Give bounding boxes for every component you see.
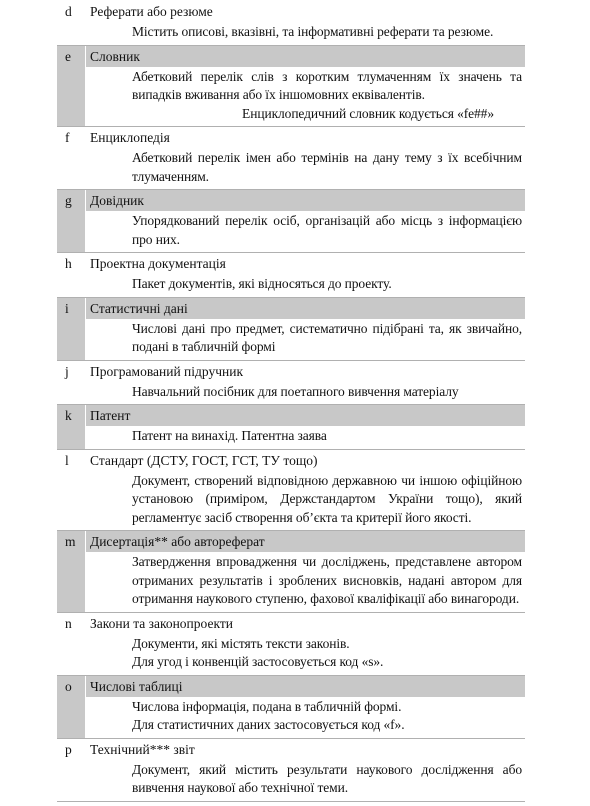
row-content — [86, 613, 525, 675]
description-line: Патент на винахід. Патентна заява — [132, 428, 327, 443]
description-line: Упорядкований перелік осіб, організацій або місць з інформацією про них. — [132, 213, 522, 247]
row-title: Проектна документація — [90, 256, 226, 271]
row-code: n — [57, 613, 86, 675]
description-line: Для угод і конвенцій застосовується код «s». — [132, 654, 384, 669]
row-code: e — [57, 46, 86, 127]
row-code: p — [57, 739, 86, 801]
row-description — [86, 67, 525, 127]
row-code: h — [57, 253, 86, 297]
table-row — [57, 739, 525, 802]
row-description — [86, 634, 525, 675]
row-description — [86, 22, 525, 45]
row-code: o — [57, 676, 86, 738]
row-title: Патент — [86, 405, 525, 426]
row-title: Стандарт (ДСТУ, ГОСТ, ГСТ, ТУ тощо) — [90, 452, 318, 468]
row-code: g — [57, 190, 86, 252]
row-title: Словник — [86, 46, 525, 67]
description-line: Числові дані про предмет, систематично підібрані та, як звичайно, подані в табличній формі — [132, 320, 522, 354]
row-content — [86, 46, 525, 127]
row-description — [86, 426, 525, 449]
row-title: Програмований підручник — [90, 363, 244, 379]
row-title: Технічний*** звіт — [90, 741, 195, 757]
description-line: Документ, який містить результати наукового дослідження або вивчення наукової або технічної теми. — [132, 761, 522, 795]
description-line: Документ, створений відповідною державною чи іншою офіційною установою (приміром, Держстандартом України тощо), який регламентує засіб створення об’єкта та критерії його якості. — [132, 472, 522, 525]
document-table — [57, 1, 525, 802]
table-row — [57, 190, 525, 253]
row-description — [86, 274, 525, 297]
description-line: Енциклопедичний словник кодується «fe##» — [242, 105, 494, 121]
row-description — [86, 211, 525, 252]
row-content — [86, 253, 525, 297]
row-title: Статистичні дані — [86, 298, 525, 319]
row-description — [86, 760, 525, 801]
description-line: Абетковий перелік слів з коротким тлумаченням їх значень та випадків вживання або їх іншомовних еквівалентів. — [132, 68, 522, 102]
table-row — [57, 46, 525, 128]
table-row — [57, 613, 525, 676]
row-description — [86, 382, 525, 405]
row-title: Реферати або резюме — [90, 4, 213, 19]
table-row — [57, 676, 525, 739]
row-title: Довідник — [86, 190, 525, 211]
description-line: Затвердження впровадження чи досліджень, представлене автором отриманих результатів і зроблених висновків, надані автором для отримання наукового ступеню, фахової кваліфікації або винагороди. — [132, 554, 522, 606]
description-line: Для статистичних даних застосовується код «f». — [132, 717, 405, 732]
row-description — [86, 697, 525, 738]
row-code: m — [57, 531, 86, 612]
row-code: k — [57, 405, 86, 449]
row-title: Закони та законопроекти — [90, 615, 233, 631]
row-title: Дисертація** або автореферат — [86, 531, 525, 552]
description-line: Містить описові, вказівні, та інформативні реферати та резюме. — [132, 24, 494, 39]
description-line: Пакет документів, які відносяться до проекту. — [132, 276, 392, 291]
row-title: Числові таблиці — [86, 676, 525, 697]
table-row — [57, 405, 525, 450]
row-code: d — [57, 1, 86, 45]
table-row — [57, 361, 525, 406]
row-code: i — [57, 298, 86, 360]
row-content — [86, 127, 525, 189]
table-row — [57, 253, 525, 298]
row-content — [86, 739, 525, 801]
row-description — [86, 148, 525, 189]
row-description — [86, 552, 525, 612]
row-description — [86, 319, 525, 360]
table-row — [57, 298, 525, 361]
row-title: Енциклопедія — [90, 130, 170, 145]
row-content — [86, 676, 525, 738]
row-content — [86, 450, 525, 531]
description-line: Навчальний посібник для поетапного вивчення матеріалу — [132, 383, 459, 399]
table-row — [57, 127, 525, 190]
row-code: f — [57, 127, 86, 189]
description-line: Абетковий перелік імен або термінів на дану тему з їх всебічним тлумаченням. — [132, 150, 522, 184]
row-content — [86, 361, 525, 405]
row-content — [86, 298, 525, 360]
table-row — [57, 450, 525, 532]
row-content — [86, 531, 525, 612]
row-content — [86, 405, 525, 449]
row-code: j — [57, 361, 86, 405]
table-row — [57, 1, 525, 46]
row-code: l — [57, 450, 86, 531]
row-content — [86, 190, 525, 252]
row-description — [86, 471, 525, 531]
description-line: Числова інформація, подана в табличній формі. — [132, 698, 402, 714]
table-row — [57, 531, 525, 613]
description-line: Документи, які містять тексти законів. — [132, 635, 350, 651]
row-content — [86, 1, 525, 45]
